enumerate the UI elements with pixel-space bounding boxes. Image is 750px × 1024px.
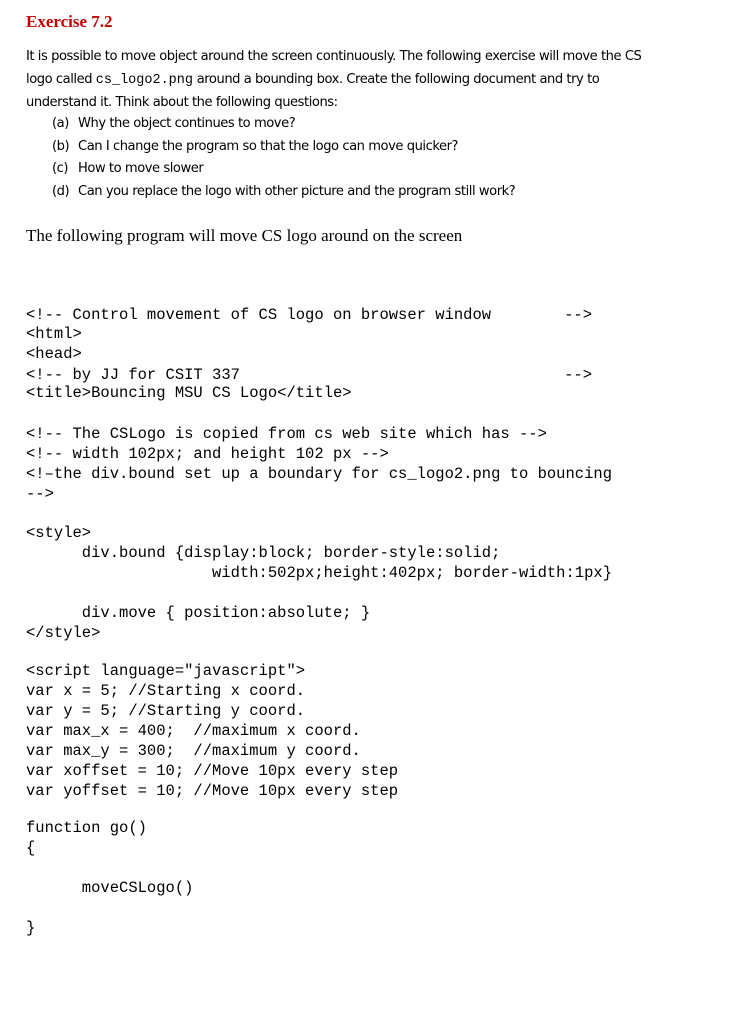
question-text: How to move slower — [78, 161, 204, 176]
code-comment-text: <!-- Control movement of CS logo on browser window — [26, 306, 492, 324]
intro-line-2 — [26, 69, 716, 93]
exercise-title: Exercise 7.2 — [26, 12, 113, 31]
question-label: (a) — [52, 116, 69, 131]
code-comment-row — [26, 305, 592, 325]
intro-line-1: It is possible to move object around the screen continuously. The following exercise will move the CS — [26, 49, 642, 64]
question-item — [52, 158, 515, 181]
question-list — [52, 113, 515, 203]
intro-line-2-pre: logo called — [26, 71, 96, 87]
question-label: (d) — [52, 183, 70, 199]
intro-paragraph — [26, 46, 716, 115]
code-comment-end: --> — [564, 306, 592, 324]
question-item — [52, 113, 515, 136]
code-comment-end: --> — [564, 366, 592, 384]
question-label: (c) — [52, 161, 69, 176]
question-item — [52, 136, 515, 159]
code-html-open: <html> — [26, 325, 82, 343]
code-comment-row — [26, 365, 592, 385]
logo-filename: cs_logo2.png — [95, 72, 193, 88]
code-comment-block: <!-- The CSLogo is copied from cs web site which has --> <!-- width 102px; and height 102 px --> <!–the div.bound set up a boundary for cs_logo2.png to bouncing --> — [26, 425, 612, 503]
code-title-line: <title>Bouncing MSU CS Logo</title> — [26, 384, 352, 402]
code-function-block: function go() { moveCSLogo() } — [26, 819, 194, 937]
question-item — [52, 181, 515, 204]
code-comment-text: <!-- by JJ for CSIT 337 — [26, 366, 240, 384]
intro-line-3: understand it. Think about the following questions: — [26, 95, 338, 110]
code-style-block: <style> div.bound {display:block; border-style:solid; width:502px;height:402px; border-width:1px} div.move { position:absolute; } </style> — [26, 524, 612, 642]
question-text: Can you replace the logo with other picture and the program still work? — [78, 183, 516, 199]
intro-line-2-post: around a bounding box. Create the following document and try to — [192, 71, 600, 87]
question-text: Can I change the program so that the logo can move quicker? — [78, 138, 459, 154]
program-subheading: The following program will move CS logo around on the screen — [26, 226, 463, 245]
code-head-open: <head> — [26, 345, 82, 363]
question-label: (b) — [52, 138, 70, 154]
question-text: Why the object continues to move? — [78, 116, 296, 131]
code-script-block: <script language="javascript"> var x = 5; //Starting x coord. var y = 5; //Starting y coord. var max_x = 400; //maximum x coord. var max_y = 300; //maximum y coord. var xoffset = 10; //Move 10px every step var yoffset = 10; //Move 10px every step — [26, 662, 399, 800]
